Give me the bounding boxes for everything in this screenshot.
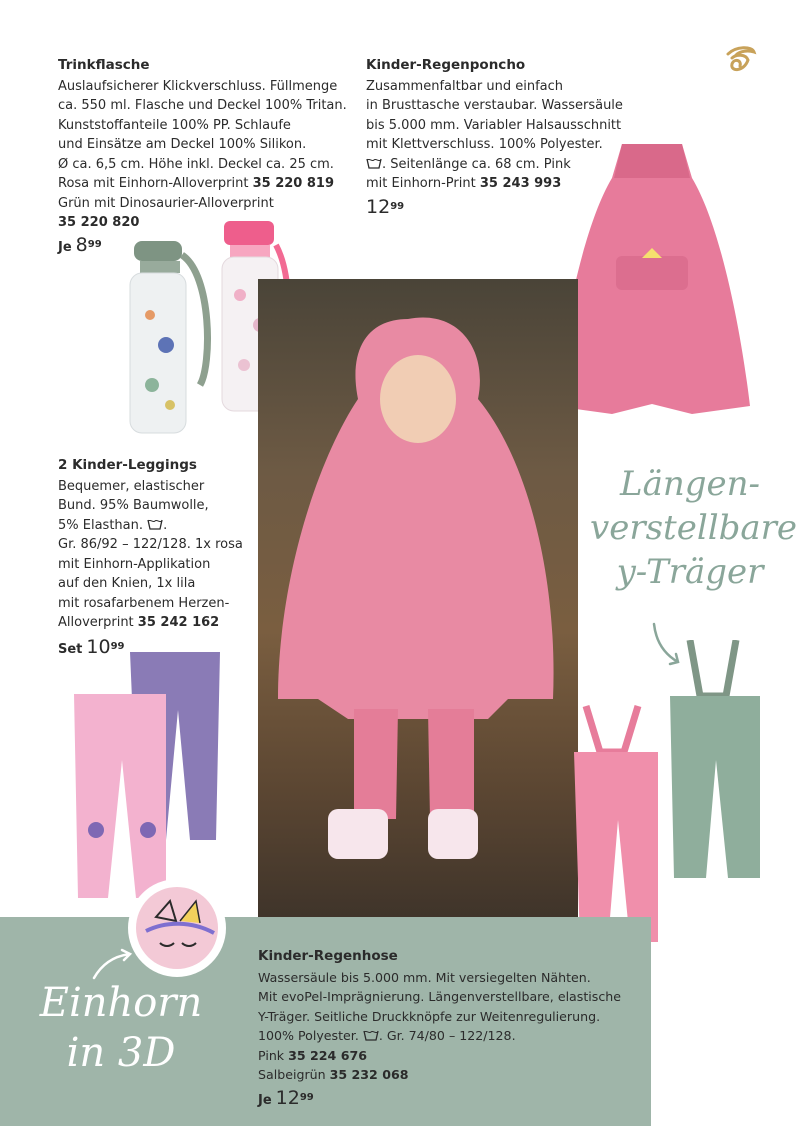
poncho-image [552,138,752,420]
leggings-line: Bund. 95% Baumwolle, [58,498,209,513]
leggings-price: Set $10^{99}$ [58,635,125,658]
article-number: 35 243 993 [479,176,562,191]
unicorn-3d-callout: Einhorn in 3D [39,980,203,1076]
rainpants-description [258,947,648,1110]
green-bottle [130,241,207,433]
wash-symbol-icon [147,518,163,530]
unicorn-detail-circle [128,879,226,977]
arrow-icon [88,946,138,982]
rainpants-images [572,640,762,960]
rainpants-price: Je $12^{99}$ [258,1086,314,1109]
rainpants-variant-green: Salbeigrün 35 232 068 [258,1067,409,1082]
green-rainpants [670,640,760,878]
article-number: 35 220 820 [58,215,140,230]
rainpants-line: Mit evoPel-Imprägnierung. Längenverstellbare, elastische [258,989,621,1004]
bottle-line: und Einsätze am Deckel 100% Silikon. [58,137,307,152]
bottle-line: ca. 550 ml. Flasche und Deckel 100% Tritan. [58,98,347,113]
rainpants-line: Wassersäule bis 5.000 mm. Mit versiegelten Nähten. [258,969,591,985]
unicorn-face-icon [136,887,218,969]
leggings-line: Bequemer, elastischer [58,478,205,494]
rainpants-line: 100% Polyester. . Gr. 74/80 – 122/128. [258,1028,516,1043]
bottle-variant-pink: Rosa mit Einhorn-Alloverprint 35 220 819 [58,176,335,191]
child-photo [258,279,578,919]
leggings-line: Gr. 86/92 – 122/128. 1x rosa [58,537,243,552]
poncho-line: . Seitenlänge ca. 68 cm. Pink [366,155,666,175]
leggings-description [58,456,258,659]
poncho-line: bis 5.000 mm. Variabler Halsausschnitt [366,117,622,133]
tchibo-logo-icon [722,42,758,78]
pink-rainpants [574,706,658,942]
wash-symbol-icon [366,157,382,169]
rainpants-variant-pink: Pink 35 224 676 [258,1047,367,1063]
bottle-line: Auslaufsicherer Klickverschluss. Füllmenge [58,78,338,94]
leggings-line: 5% Elasthan. . [58,517,168,533]
leggings-line: mit rosafarbenem Herzen- [58,595,230,611]
leggings-image [66,650,226,900]
leggings-title: 2 Kinder-Leggings [58,457,197,473]
poncho-line: Zusammenfaltbar und einfach [366,78,564,94]
child-in-poncho [258,279,578,919]
article-number: 35 242 162 [137,615,220,630]
adjustable-straps-callout: Längen- verstellbare y-Träger [590,464,797,592]
article-number: 35 224 676 [288,1047,367,1063]
bottle-price: Je $8^{99}$ [58,233,102,256]
wash-symbol-icon [363,1029,379,1041]
poncho-line: mit Klettverschluss. 100% Polyester. [366,137,603,152]
leggings-line: mit Einhorn-Applikation [58,556,211,572]
leggings-line: Alloverprint 35 242 162 [58,615,220,630]
bottle-line: Ø ca. 6,5 cm. Höhe inkl. Deckel ca. 25 cm. [58,156,334,172]
rainpants-line: Y-Träger. Seitliche Druckknöpfe zur Weitenregulierung. [258,1008,601,1024]
poncho-line: in Brusttasche verstaubar. Wassersäule [366,98,623,113]
bottle-title: Trinkflasche [58,57,150,73]
poncho-line: mit Einhorn-Print 35 243 993 [366,176,562,191]
bottle-line: Kunststoffanteile 100% PP. Schlaufe [58,117,291,133]
bottle-variant-green: Grün mit Dinosaurier-Alloverprint [58,195,274,211]
unicorn-applique [136,887,218,969]
rainpants-title: Kinder-Regenhose [258,948,398,964]
poncho-price: $12^{99}$ [366,195,405,218]
article-number: 35 232 068 [329,1067,409,1082]
poncho-title: Kinder-Regenponcho [366,57,526,73]
leggings-line: auf den Knien, 1x lila [58,576,196,591]
article-number: 35 220 819 [252,176,335,191]
